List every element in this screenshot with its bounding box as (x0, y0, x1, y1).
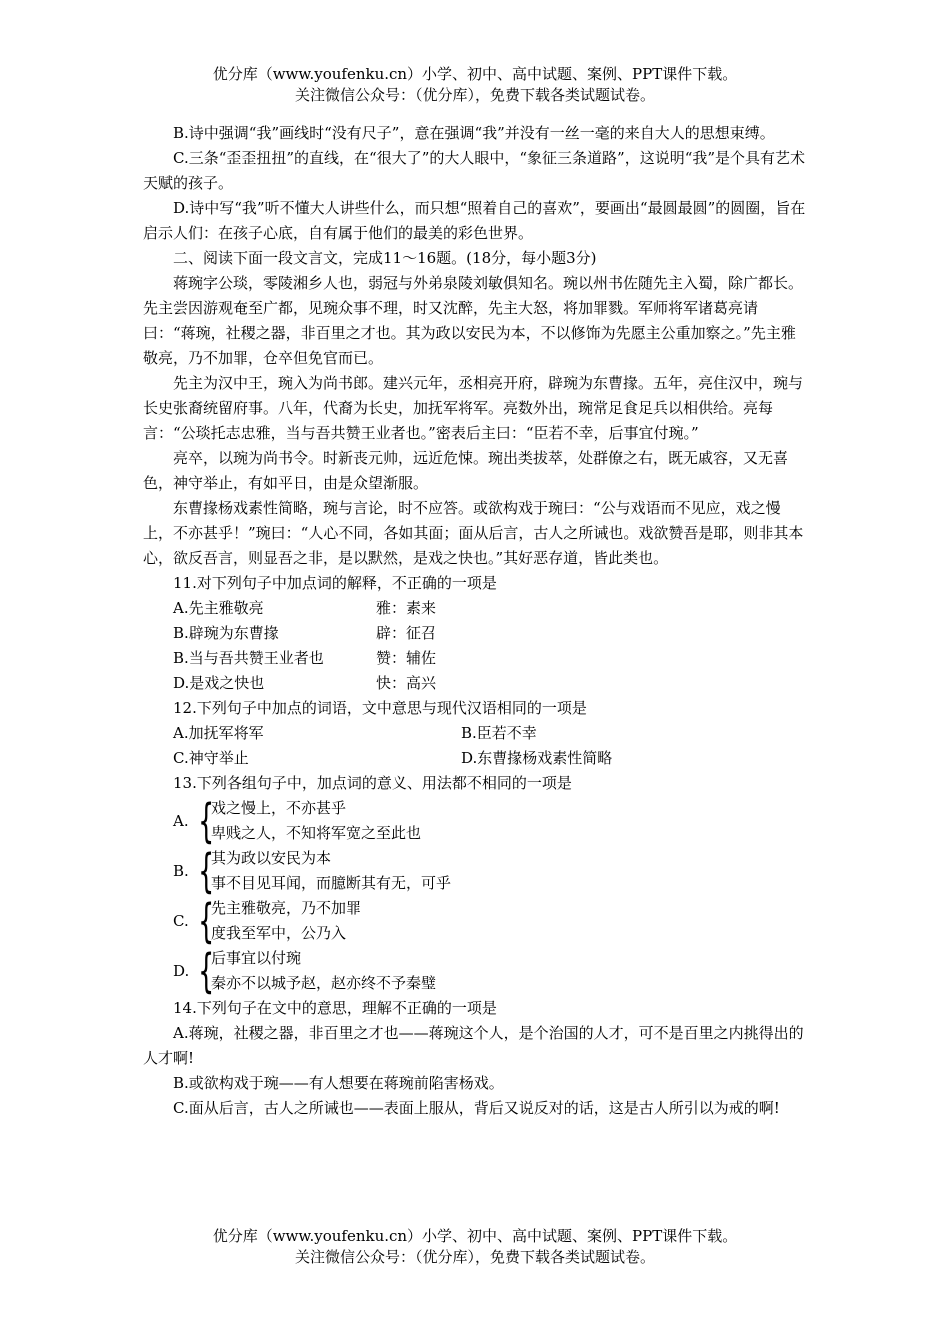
brace-icon: { (198, 944, 215, 998)
q11-gloss: 快：高兴 (376, 674, 437, 692)
page-header (0, 64, 950, 106)
q11-sentence: D.是戏之快也 (173, 674, 265, 692)
q11-sentence: B.当与吾共赞王业者也 (173, 649, 324, 667)
passage-paragraph-3: 亮卒，以琬为尚书令。时新丧元帅，远近危悚。琬出类拔萃，处群僚之右，既无戚容，又无喜色，神守举止，有如平日，由是众望渐服。 (143, 449, 789, 492)
q14-option-b: B.或欲构戏于琬——有人想要在蒋琬前陷害杨戏。 (173, 1074, 504, 1092)
passage-paragraph-1: 蒋琬字公琰，零陵湘乡人也，弱冠与外弟泉陵刘敏俱知名。琬以州书佐随先主入蜀，除广都长。先主尝因游观奄至广都，见琬众事不理，时又沈醉，先主大怒，将加罪戮。军师将军诸葛亮请曰：“蒋琬，社稷之器，非百里之才也。其为政以安民为本，不以修饰为先愿主公重加察之。”先主雅敬亮，乃不加罪，仓卒但免官而已。 (143, 274, 804, 367)
header-line-2: 关注微信公众号：（优分库），免费下载各类试题试卷。 (294, 86, 655, 104)
q13-line-2: 秦亦不以城予赵，赵亦终不予秦璧 (211, 974, 437, 992)
q13-line-2: 度我至军中，公乃入 (211, 924, 347, 942)
q13-line-1: 戏之慢上，不亦甚乎 (211, 799, 347, 817)
q14-option-a: A.蒋琬，社稷之器，非百里之才也——蒋琬这个人，是个治国的人才，可不是百里之内挑得出的人才啊! (143, 1024, 804, 1067)
question-11-row (143, 671, 808, 696)
q13-group-d (143, 946, 808, 996)
q11-gloss: 雅：素来 (376, 599, 437, 617)
q13-label: B. (173, 861, 189, 880)
q11-gloss: 赞：辅佐 (376, 649, 437, 667)
q13-line-2: 事不目见耳闻，而臆断其有无，可乎 (211, 874, 452, 892)
question-11-row (143, 621, 808, 646)
q13-line-2: 卑贱之人，不知将军宽之至此也 (211, 824, 422, 842)
question-12-stem: 12.下列句子中加点的词语，文中意思与现代汉语相同的一项是 (173, 699, 587, 717)
q13-line-1: 后事宜以付琬 (211, 949, 302, 967)
header-line-1: 优分库（www.youfenku.cn）小学、初中、高中试题、案例、PPT课件下载。 (212, 65, 738, 83)
page-footer (0, 1226, 950, 1268)
question-14-stem: 14.下列句子在文中的意思，理解不正确的一项是 (173, 999, 497, 1017)
option-b: B.诗中强调“我”画线时“没有尺子”，意在强调“我”并没有一丝一毫的来自大人的思想束缚。 (173, 124, 775, 142)
q14-option-c: C.面从后言，古人之所诫也——表面上服从，背后又说反对的话，这是古人所引以为戒的啊! (173, 1099, 780, 1117)
brace-icon: { (198, 794, 215, 848)
question-11-row (143, 646, 808, 671)
footer-line-1: 优分库（www.youfenku.cn）小学、初中、高中试题、案例、PPT课件下载。 (212, 1227, 738, 1245)
q12-option-a: A.加抚军将军 (173, 724, 264, 742)
footer-line-2: 关注微信公众号：（优分库），免费下载各类试题试卷。 (294, 1248, 655, 1266)
q13-label: D. (173, 961, 190, 980)
question-11-stem: 11.对下列句子中加点词的解释，不正确的一项是 (173, 574, 497, 592)
q11-gloss: 辟：征召 (376, 624, 437, 642)
brace-icon: { (198, 894, 215, 948)
q12-option-d: D.东曹掾杨戏素性简略 (461, 749, 613, 767)
q11-sentence: B.辟琬为东曹掾 (173, 624, 279, 642)
q13-group-c (143, 896, 808, 946)
q13-label: A. (173, 811, 189, 830)
q13-line-1: 先主雅敬亮，乃不加罪 (211, 899, 362, 917)
q13-label: C. (173, 911, 189, 930)
question-12-row (143, 721, 808, 746)
q13-group-b (143, 846, 808, 896)
exam-body (143, 121, 808, 1121)
q13-group-a (143, 796, 808, 846)
section-title: 二、阅读下面一段文言文，完成11～16题。(18分，每小题3分) (173, 249, 597, 267)
question-12-row (143, 746, 808, 771)
passage-paragraph-4: 东曹掾杨戏素性简略，琬与言论，时不应答。或欲构戏于琬曰：“公与戏语而不见应，戏之慢上，不亦甚乎！”琬曰：“人心不同，各如其面；面从后言，古人之所诫也。戏欲赞吾是耶，则非其本心，欲反吾言，则显吾之非，是以默然，是戏之快也。”其好恶存道，皆此类也。 (143, 499, 804, 567)
passage-paragraph-2: 先主为汉中王，琬入为尚书郎。建兴元年，丞相亮开府，辟琬为东曹掾。五年，亮住汉中，琬与长史张裔统留府事。八年，代裔为长史，加抚军将军。亮数外出，琬常足食足兵以相供给。亮每言：“公琰托志忠雅，当与吾共赞王业者也。”密表后主曰：“臣若不幸，后事宜付琬。” (143, 374, 804, 442)
q12-option-b: B.臣若不幸 (461, 724, 537, 742)
q11-sentence: A.先主雅敬亮 (173, 599, 264, 617)
option-d: D.诗中写“我”听不懂大人讲些什么，而只想“照着自己的喜欢”，要画出“最圆最圆”的圆圈，旨在启示人们：在孩子心底，自有属于他们的最美的彩色世界。 (143, 199, 806, 242)
option-c: C.三条“歪歪扭扭”的直线，在“很大了”的大人眼中，“象征三条道路”，这说明“我”是个具有艺术天赋的孩子。 (143, 149, 806, 192)
question-13-stem: 13.下列各组句子中，加点词的意义、用法都不相同的一项是 (173, 774, 572, 792)
q13-line-1: 其为政以安民为本 (211, 849, 332, 867)
q12-option-c: C.神守举止 (173, 749, 249, 767)
question-11-row (143, 596, 808, 621)
brace-icon: { (198, 844, 215, 898)
